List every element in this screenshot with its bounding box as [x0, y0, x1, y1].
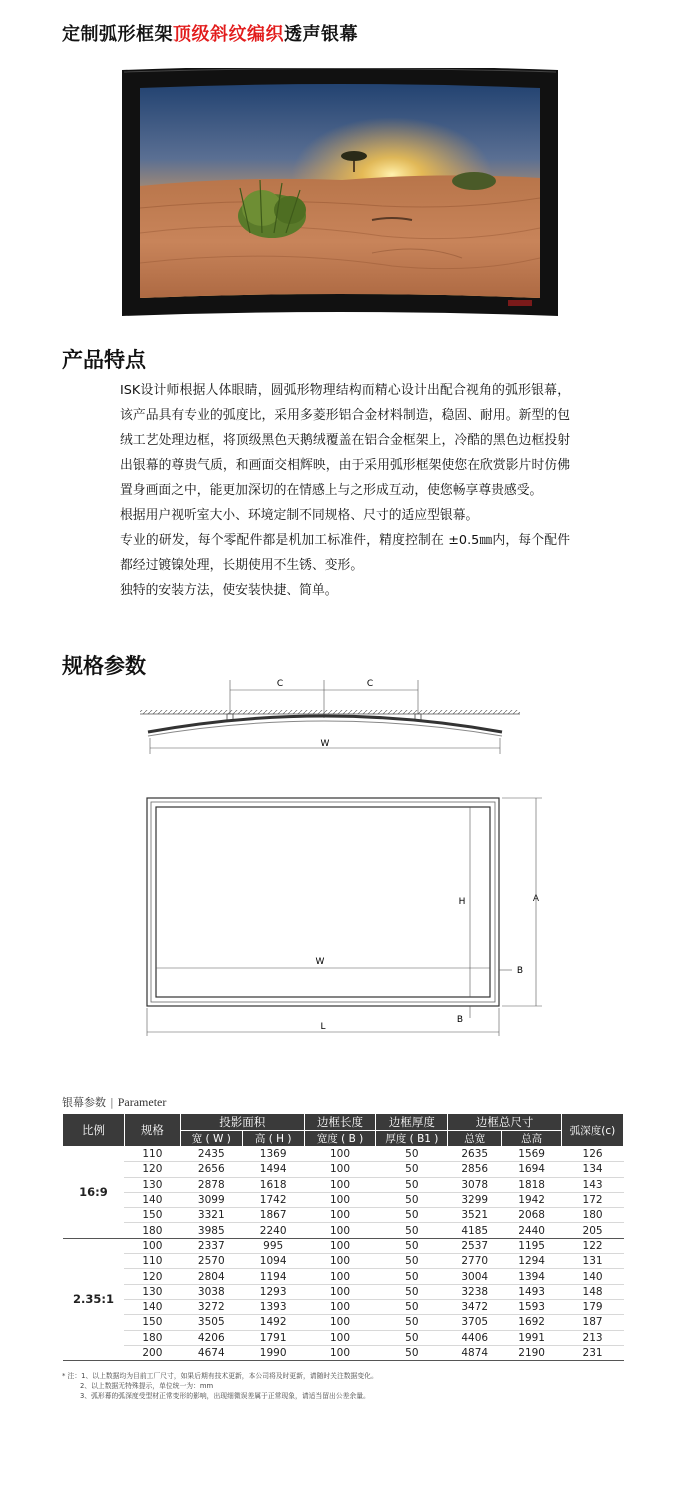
table-cell: 1791 [242, 1330, 304, 1345]
table-cell: 134 [562, 1162, 624, 1177]
table-cell: 172 [562, 1192, 624, 1207]
table-cell: 1990 [242, 1345, 304, 1360]
table-cell: 100 [304, 1223, 376, 1238]
table-cell: 1394 [502, 1269, 562, 1284]
table-cell: 4185 [448, 1223, 502, 1238]
table-cell: 50 [376, 1208, 448, 1223]
header-total-height: 总高 [502, 1131, 562, 1147]
table-cell: 2068 [502, 1208, 562, 1223]
parameter-label-en: Parameter [117, 1095, 167, 1109]
features-text [120, 378, 570, 603]
footnote-2: 2、以上数据无特殊提示，单位统一为：mm [80, 1382, 214, 1390]
table-cell: 2656 [180, 1162, 242, 1177]
table-cell: 100 [304, 1254, 376, 1269]
header-projection-area: 投影面积 [180, 1114, 304, 1131]
table-cell: 140 [562, 1269, 624, 1284]
table-cell: 130 [124, 1177, 180, 1192]
table-row [63, 1223, 624, 1238]
table-cell: 131 [562, 1254, 624, 1269]
table-cell: 205 [562, 1223, 624, 1238]
table-cell: 1195 [502, 1238, 562, 1253]
parameter-separator: | [110, 1096, 114, 1109]
table-cell: 187 [562, 1315, 624, 1330]
table-cell: 2435 [180, 1147, 242, 1162]
dim-b-bottom: B [456, 1015, 464, 1025]
features-heading: 产品特点 [62, 348, 146, 372]
table-cell: 3078 [448, 1177, 502, 1192]
table-cell: 3272 [180, 1299, 242, 1314]
table-cell: 100 [304, 1147, 376, 1162]
table-cell: 1492 [242, 1315, 304, 1330]
table-cell: 110 [124, 1147, 180, 1162]
table-cell: 143 [562, 1177, 624, 1192]
dim-w: W [315, 957, 325, 967]
table-row [63, 1147, 624, 1162]
feature-paragraph-3: 专业的研发，每个零配件都是机加工标准件，精度控制在 ±0.5㎜内，每个配件都经过镀镍处理，长期使用不生锈、变形。 [120, 533, 570, 573]
table-cell: 4874 [448, 1345, 502, 1360]
table-cell: 100 [304, 1238, 376, 1253]
table-cell: 50 [376, 1269, 448, 1284]
header-ratio: 比例 [63, 1114, 125, 1147]
table-cell: 120 [124, 1162, 180, 1177]
table-cell: 3099 [180, 1192, 242, 1207]
table-cell: 231 [562, 1345, 624, 1360]
table-cell: 2240 [242, 1223, 304, 1238]
table-cell: 1742 [242, 1192, 304, 1207]
title-part2-highlight: 顶级斜纹编织 [173, 24, 284, 45]
header-frame-thickness: 边框厚度 [376, 1114, 448, 1131]
table-cell: 4206 [180, 1330, 242, 1345]
table-cell: 1293 [242, 1284, 304, 1299]
table-cell: 2856 [448, 1162, 502, 1177]
footnotes [62, 1371, 378, 1401]
table-cell: 50 [376, 1147, 448, 1162]
table-row [63, 1208, 624, 1223]
table-cell: 2537 [448, 1238, 502, 1253]
table-cell: 100 [304, 1345, 376, 1360]
header-frame-length: 边框长度 [304, 1114, 376, 1131]
inner-screen-rect [156, 807, 490, 997]
curved-frame-line [148, 716, 502, 732]
table-cell: 3238 [448, 1284, 502, 1299]
table-cell: 100 [304, 1208, 376, 1223]
table-cell: 122 [562, 1238, 624, 1253]
table-cell: 2337 [180, 1238, 242, 1253]
frame-front-view-diagram [140, 786, 560, 1036]
table-cell: 1991 [502, 1330, 562, 1345]
table-row [63, 1345, 624, 1360]
table-cell: 50 [376, 1223, 448, 1238]
table-row [63, 1238, 624, 1253]
table-cell: 1694 [502, 1162, 562, 1177]
table-cell: 110 [124, 1254, 180, 1269]
table-cell: 3038 [180, 1284, 242, 1299]
feature-paragraph-2: 根据用户视听室大小、环境定制不同规格、尺寸的适应型银幕。 [120, 508, 479, 523]
table-cell: 3472 [448, 1299, 502, 1314]
table-cell: 995 [242, 1238, 304, 1253]
dim-h: H [458, 897, 466, 907]
table-cell: 1294 [502, 1254, 562, 1269]
table-cell: 100 [304, 1177, 376, 1192]
dim-l: L [320, 1022, 326, 1032]
table-cell: 140 [124, 1299, 180, 1314]
page-title [62, 20, 358, 46]
spec-table [62, 1113, 624, 1361]
table-cell: 150 [124, 1315, 180, 1330]
table-cell: 50 [376, 1162, 448, 1177]
table-cell: 3321 [180, 1208, 242, 1223]
table-cell: 213 [562, 1330, 624, 1345]
table-cell: 3505 [180, 1315, 242, 1330]
table-cell: 100 [304, 1299, 376, 1314]
header-arc-depth: 弧深度(c) [562, 1114, 624, 1147]
table-row [63, 1284, 624, 1299]
title-part3: 透声银幕 [284, 24, 358, 45]
table-cell: 50 [376, 1299, 448, 1314]
table-cell: 100 [304, 1315, 376, 1330]
wall-hatch [140, 710, 520, 714]
table-row [63, 1315, 624, 1330]
header-height-h: 高 ( H ) [242, 1131, 304, 1147]
table-cell: 100 [304, 1284, 376, 1299]
table-cell: 140 [124, 1192, 180, 1207]
frame-diagram-svg [140, 786, 560, 1036]
feature-paragraph-1: ISK设计师根据人体眼睛，圆弧形物理结构而精心设计出配合视角的弧形银幕，该产品具有专业的弧度比，采用多菱形铝合金材料制造，稳固、耐用。新型的包绒工艺处理边框，将顶级黑色天鹅绒覆盖在铝合金框架上，冷酷的黑色边框投射出银幕的尊贵气质，和画面交相辉映，由于采用弧形框架使您在欣赏影片时仿佛置身画面之中，能更加深切的在情感上与之形成互动，使您畅享尊贵感受。 [120, 383, 570, 498]
table-row [63, 1192, 624, 1207]
table-cell: 2878 [180, 1177, 242, 1192]
feature-paragraph-4: 独特的安装方法，使安装快捷、简单。 [120, 583, 338, 598]
ratio-cell: 16:9 [63, 1147, 125, 1239]
table-cell: 120 [124, 1269, 180, 1284]
table-cell: 50 [376, 1315, 448, 1330]
table-row [63, 1254, 624, 1269]
table-cell: 180 [124, 1223, 180, 1238]
header-width-b: 宽度 ( B ) [304, 1131, 376, 1147]
table-cell: 100 [304, 1192, 376, 1207]
table-cell: 179 [562, 1299, 624, 1314]
dim-c-left: C [276, 679, 284, 689]
table-cell: 1692 [502, 1315, 562, 1330]
arc-diagram-svg [140, 672, 520, 772]
table-cell: 126 [562, 1147, 624, 1162]
table-cell: 50 [376, 1192, 448, 1207]
table-cell: 200 [124, 1345, 180, 1360]
dim-a: A [532, 894, 540, 904]
header-spec: 规格 [124, 1114, 180, 1147]
curved-screen-illustration [122, 68, 558, 318]
table-cell: 180 [124, 1330, 180, 1345]
table-cell: 4406 [448, 1330, 502, 1345]
table-cell: 2570 [180, 1254, 242, 1269]
dim-c-right: C [366, 679, 374, 689]
table-row [63, 1177, 624, 1192]
table-cell: 130 [124, 1284, 180, 1299]
header-frame-total: 边框总尺寸 [448, 1114, 562, 1131]
table-row [63, 1162, 624, 1177]
outer-frame-rect [147, 798, 499, 1006]
spec-table-body [63, 1147, 624, 1361]
table-cell: 1094 [242, 1254, 304, 1269]
table-cell: 1369 [242, 1147, 304, 1162]
table-cell: 1493 [502, 1284, 562, 1299]
footnote-1: * 注：1、以上数据均为目前工厂尺寸，如果后期有技术更新，本公司将及时更新，请随时关注数据变化。 [62, 1372, 378, 1380]
table-cell: 1618 [242, 1177, 304, 1192]
table-cell: 100 [304, 1269, 376, 1284]
table-cell: 3705 [448, 1315, 502, 1330]
table-cell: 4674 [180, 1345, 242, 1360]
table-cell: 1569 [502, 1147, 562, 1162]
header-width-w: 宽 ( W ) [180, 1131, 242, 1147]
table-row [63, 1269, 624, 1284]
table-cell: 50 [376, 1284, 448, 1299]
table-cell: 1593 [502, 1299, 562, 1314]
table-cell: 2190 [502, 1345, 562, 1360]
table-cell: 50 [376, 1254, 448, 1269]
table-cell: 100 [304, 1162, 376, 1177]
footnote-3: 3、弧形幕的弧深度受型材正常变形的影响，出现细微误差属于正常现象，请适当留出公差余量。 [80, 1392, 370, 1400]
ratio-cell: 2.35:1 [63, 1238, 125, 1360]
table-cell: 2635 [448, 1147, 502, 1162]
product-image-curved-screen [122, 68, 558, 318]
table-cell: 1494 [242, 1162, 304, 1177]
table-cell: 50 [376, 1177, 448, 1192]
table-cell: 1393 [242, 1299, 304, 1314]
table-cell: 148 [562, 1284, 624, 1299]
dim-b-right: B [516, 966, 524, 976]
table-cell: 150 [124, 1208, 180, 1223]
header-total-width: 总宽 [448, 1131, 502, 1147]
parameter-label [62, 1094, 166, 1110]
header-thickness-b1: 厚度 ( B1 ) [376, 1131, 448, 1147]
table-cell: 50 [376, 1330, 448, 1345]
table-cell: 1867 [242, 1208, 304, 1223]
table-cell: 3299 [448, 1192, 502, 1207]
table-cell: 1818 [502, 1177, 562, 1192]
table-cell: 3985 [180, 1223, 242, 1238]
table-cell: 2770 [448, 1254, 502, 1269]
table-cell: 100 [124, 1238, 180, 1253]
table-cell: 1194 [242, 1269, 304, 1284]
dim-w-top: W [320, 739, 330, 749]
table-cell: 1942 [502, 1192, 562, 1207]
table-cell: 2804 [180, 1269, 242, 1284]
table-cell: 50 [376, 1345, 448, 1360]
table-cell: 100 [304, 1330, 376, 1345]
table-cell: 3521 [448, 1208, 502, 1223]
spec-heading: 规格参数 [62, 654, 146, 678]
table-cell: 180 [562, 1208, 624, 1223]
table-cell: 50 [376, 1238, 448, 1253]
parameter-label-cn: 银幕参数 [62, 1096, 106, 1109]
table-row [63, 1299, 624, 1314]
table-row [63, 1330, 624, 1345]
table-cell: 2440 [502, 1223, 562, 1238]
arc-top-view-diagram [140, 672, 520, 772]
table-cell: 3004 [448, 1269, 502, 1284]
title-part1: 定制弧形框架 [62, 24, 173, 45]
